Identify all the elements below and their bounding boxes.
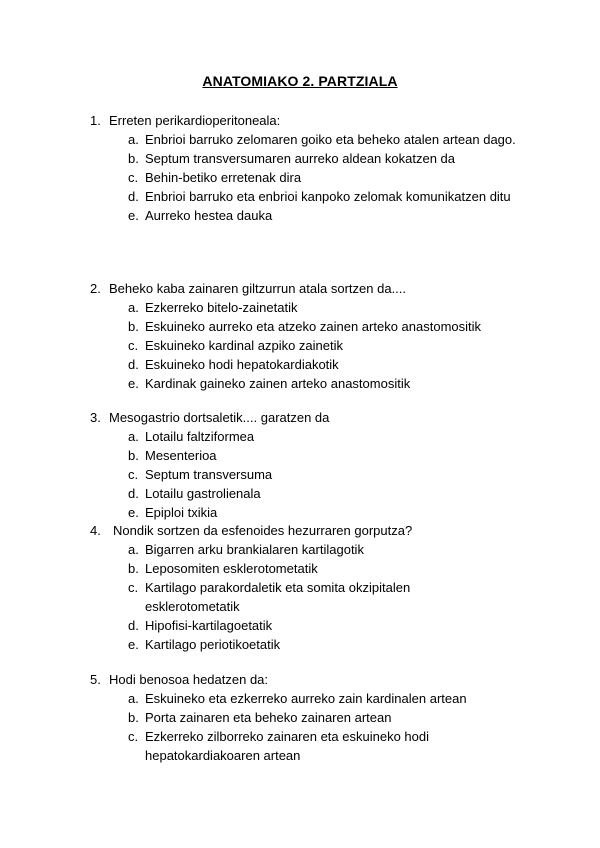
option-letter: c. <box>128 170 139 185</box>
option-e <box>128 503 530 522</box>
option-letter: c. <box>128 467 139 482</box>
option-b <box>128 708 530 727</box>
option-text: Lotailu faltziformea <box>145 429 255 444</box>
option-text: Mesenterioa <box>145 448 217 463</box>
option-letter: a. <box>128 132 139 147</box>
option-text: Kartilago periotikoetatik <box>145 637 281 652</box>
option-letter: c. <box>128 580 139 595</box>
option-letter: e. <box>128 376 139 391</box>
option-text: Bigarren arku brankialaren kartilagotik <box>145 542 364 557</box>
option-list <box>90 298 530 393</box>
option-letter: b. <box>128 319 139 334</box>
option-text: Kartilago parakordaletik eta somita okzipitalen esklerotometatik <box>145 580 411 614</box>
question-3 <box>90 408 530 522</box>
option-list <box>90 689 530 765</box>
option-b <box>128 446 530 465</box>
option-text: Leposomiten esklerotometatik <box>145 561 318 576</box>
option-letter: e. <box>128 208 139 223</box>
question-number: 2. <box>90 281 101 296</box>
option-text: Eskuineko kardinal azpiko zainetik <box>145 338 343 353</box>
option-letter: b. <box>128 561 139 576</box>
option-text: Ezkerreko zilborreko zainaren eta eskuineko hodi hepatokardiakoaren artean <box>145 729 429 763</box>
option-list <box>90 130 530 225</box>
option-a <box>128 689 530 708</box>
question-text: Mesogastrio dortsaletik.... garatzen da <box>109 410 330 425</box>
option-letter: a. <box>128 542 139 557</box>
option-e <box>128 635 530 654</box>
option-text: Hipofisi-kartilagoetatik <box>145 618 273 633</box>
option-d <box>128 187 530 206</box>
question-2 <box>90 279 530 393</box>
option-letter: a. <box>128 429 139 444</box>
option-text: Porta zainaren eta beheko zainaren artean <box>145 710 392 725</box>
option-a <box>128 298 530 317</box>
option-letter: a. <box>128 300 139 315</box>
option-text: Aurreko hestea dauka <box>145 208 273 223</box>
option-letter: e. <box>128 505 139 520</box>
option-c <box>128 465 530 484</box>
option-a <box>128 130 530 149</box>
option-e <box>128 374 530 393</box>
option-text: Eskuineko aurreko eta atzeko zainen arteko anastomositik <box>145 319 482 334</box>
option-letter: d. <box>128 357 139 372</box>
option-d <box>128 484 530 503</box>
option-text: Septum transversuma <box>145 467 273 482</box>
option-letter: b. <box>128 710 139 725</box>
option-text: Lotailu gastrolienala <box>145 486 261 501</box>
option-list <box>90 540 530 654</box>
question-stem <box>90 670 530 689</box>
option-a <box>128 540 530 559</box>
option-text: Behin-betiko erretenak dira <box>145 170 302 185</box>
option-e <box>128 206 530 225</box>
option-letter: b. <box>128 448 139 463</box>
question-number: 1. <box>90 113 101 128</box>
question-stem <box>90 279 530 298</box>
question-number: 4. <box>90 523 101 538</box>
option-b <box>128 317 530 336</box>
option-letter: d. <box>128 618 139 633</box>
option-c <box>128 336 530 355</box>
option-letter: b. <box>128 151 139 166</box>
option-a <box>128 427 530 446</box>
option-letter: a. <box>128 691 139 706</box>
question-text: Erreten perikardioperitoneala: <box>109 113 281 128</box>
option-letter: c. <box>128 729 139 744</box>
option-c <box>128 168 530 187</box>
option-b <box>128 559 530 578</box>
option-text: Eskuineko eta ezkerreko aurreko zain kardinalen artean <box>145 691 467 706</box>
document-title: ANATOMIAKO 2. PARTZIALA <box>202 73 398 89</box>
question-stem <box>90 408 530 427</box>
option-d <box>128 616 530 635</box>
option-letter: d. <box>128 486 139 501</box>
question-4 <box>90 521 530 654</box>
option-c <box>128 727 530 765</box>
question-stem <box>90 111 530 130</box>
question-number: 5. <box>90 672 101 687</box>
option-b <box>128 149 530 168</box>
option-text: Septum transversumaren aurreko aldean kokatzen da <box>145 151 456 166</box>
option-text: Kardinak gaineko zainen arteko anastomositik <box>145 376 411 391</box>
option-letter: d. <box>128 189 139 204</box>
option-text: Ezkerreko bitelo-zainetatik <box>145 300 298 315</box>
question-stem <box>90 521 530 540</box>
question-1 <box>90 111 530 225</box>
option-list <box>90 427 530 522</box>
option-text: Enbrioi barruko eta enbrioi kanpoko zelomak komunikatzen ditu <box>145 189 511 204</box>
question-text: Beheko kaba zainaren giltzurrun atala sortzen da.... <box>109 281 407 296</box>
option-text: Eskuineko hodi hepatokardiakotik <box>145 357 339 372</box>
question-text: Hodi benosoa hedatzen da: <box>109 672 269 687</box>
option-d <box>128 355 530 374</box>
question-5 <box>90 670 530 765</box>
option-c <box>128 578 530 616</box>
question-text: Nondik sortzen da esfenoides hezurraren gorputza? <box>113 523 413 538</box>
option-text: Enbrioi barruko zelomaren goiko eta beheko atalen artean dago. <box>145 132 516 147</box>
option-text: Epiploi txikia <box>145 505 218 520</box>
option-letter: c. <box>128 338 139 353</box>
option-letter: e. <box>128 637 139 652</box>
question-number: 3. <box>90 410 101 425</box>
